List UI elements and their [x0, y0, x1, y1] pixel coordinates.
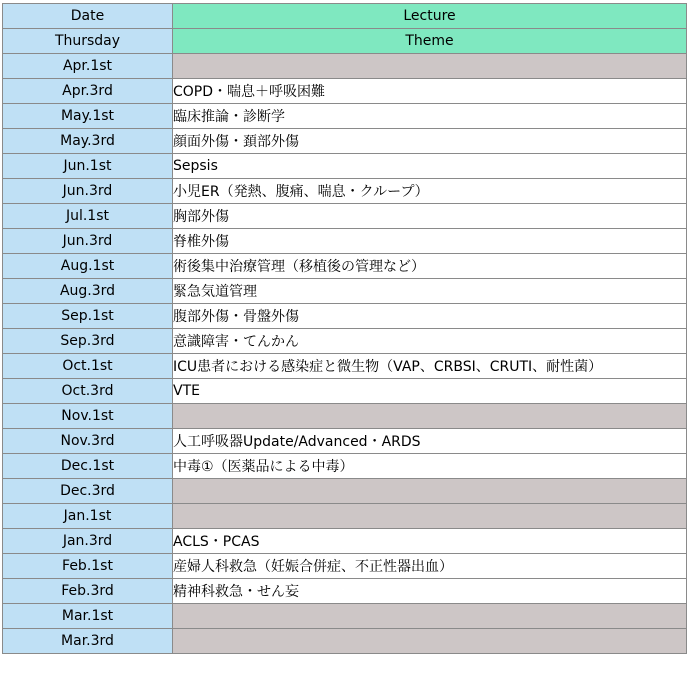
- row-theme: 胸部外傷: [173, 204, 687, 229]
- row-theme: 顔面外傷・頚部外傷: [173, 129, 687, 154]
- schedule-table: [2, 3, 687, 654]
- row-theme: VTE: [173, 379, 687, 404]
- table-row: [3, 304, 687, 329]
- row-date: Nov.3rd: [3, 429, 173, 454]
- header-row: [3, 4, 687, 29]
- row-theme: 腹部外傷・骨盤外傷: [173, 304, 687, 329]
- row-date: Jan.3rd: [3, 529, 173, 554]
- day-header: Thursday: [3, 29, 173, 54]
- row-theme-empty: [173, 404, 687, 429]
- row-theme: 人工呼吸器Update/Advanced・ARDS: [173, 429, 687, 454]
- row-theme: 臨床推論・診断学: [173, 104, 687, 129]
- table-row: [3, 279, 687, 304]
- table-row: [3, 104, 687, 129]
- row-theme-empty: [173, 479, 687, 504]
- row-theme: 意識障害・てんかん: [173, 329, 687, 354]
- table-row: [3, 354, 687, 379]
- row-theme: COPD・喘息＋呼吸困難: [173, 79, 687, 104]
- row-date: Jun.3rd: [3, 229, 173, 254]
- table-row: [3, 629, 687, 654]
- table-row: [3, 429, 687, 454]
- subheader-row: [3, 29, 687, 54]
- row-date: Dec.1st: [3, 454, 173, 479]
- table-row: [3, 179, 687, 204]
- table-row: [3, 204, 687, 229]
- table-row: [3, 504, 687, 529]
- row-date: Apr.3rd: [3, 79, 173, 104]
- row-theme: 産婦人科救急（妊娠合併症、不正性器出血）: [173, 554, 687, 579]
- row-date: Jul.1st: [3, 204, 173, 229]
- row-theme: 脊椎外傷: [173, 229, 687, 254]
- table-row: [3, 529, 687, 554]
- row-date: Feb.1st: [3, 554, 173, 579]
- row-date: Jun.3rd: [3, 179, 173, 204]
- row-date: Oct.3rd: [3, 379, 173, 404]
- row-theme: ACLS・PCAS: [173, 529, 687, 554]
- lecture-header: Lecture: [173, 4, 687, 29]
- theme-header: Theme: [173, 29, 687, 54]
- table-row: [3, 229, 687, 254]
- row-theme: 精神科救急・せん妄: [173, 579, 687, 604]
- row-theme-empty: [173, 629, 687, 654]
- table-row: [3, 154, 687, 179]
- row-theme-empty: [173, 54, 687, 79]
- table-row: [3, 79, 687, 104]
- table-row: [3, 54, 687, 79]
- table-row: [3, 329, 687, 354]
- row-date: Jan.1st: [3, 504, 173, 529]
- row-date: May.3rd: [3, 129, 173, 154]
- table-row: [3, 554, 687, 579]
- row-theme-empty: [173, 604, 687, 629]
- row-theme: 小児ER（発熱、腹痛、喘息・クループ）: [173, 179, 687, 204]
- row-date: Mar.1st: [3, 604, 173, 629]
- row-date: Sep.3rd: [3, 329, 173, 354]
- row-date: Aug.1st: [3, 254, 173, 279]
- table-row: [3, 129, 687, 154]
- table-row: [3, 454, 687, 479]
- row-date: May.1st: [3, 104, 173, 129]
- row-theme: 中毒①（医薬品による中毒）: [173, 454, 687, 479]
- schedule-body: [3, 4, 687, 654]
- row-date: Nov.1st: [3, 404, 173, 429]
- table-row: [3, 379, 687, 404]
- row-date: Aug.3rd: [3, 279, 173, 304]
- table-row: [3, 604, 687, 629]
- row-date: Feb.3rd: [3, 579, 173, 604]
- date-header: Date: [3, 4, 173, 29]
- table-row: [3, 579, 687, 604]
- row-theme: ICU患者における感染症と微生物（VAP、CRBSI、CRUTI、耐性菌）: [173, 354, 687, 379]
- row-date: Sep.1st: [3, 304, 173, 329]
- table-row: [3, 404, 687, 429]
- row-theme: Sepsis: [173, 154, 687, 179]
- row-date: Dec.3rd: [3, 479, 173, 504]
- table-row: [3, 479, 687, 504]
- row-date: Apr.1st: [3, 54, 173, 79]
- row-date: Oct.1st: [3, 354, 173, 379]
- row-date: Jun.1st: [3, 154, 173, 179]
- row-date: Mar.3rd: [3, 629, 173, 654]
- table-row: [3, 254, 687, 279]
- row-theme: 術後集中治療管理（移植後の管理など）: [173, 254, 687, 279]
- row-theme-empty: [173, 504, 687, 529]
- row-theme: 緊急気道管理: [173, 279, 687, 304]
